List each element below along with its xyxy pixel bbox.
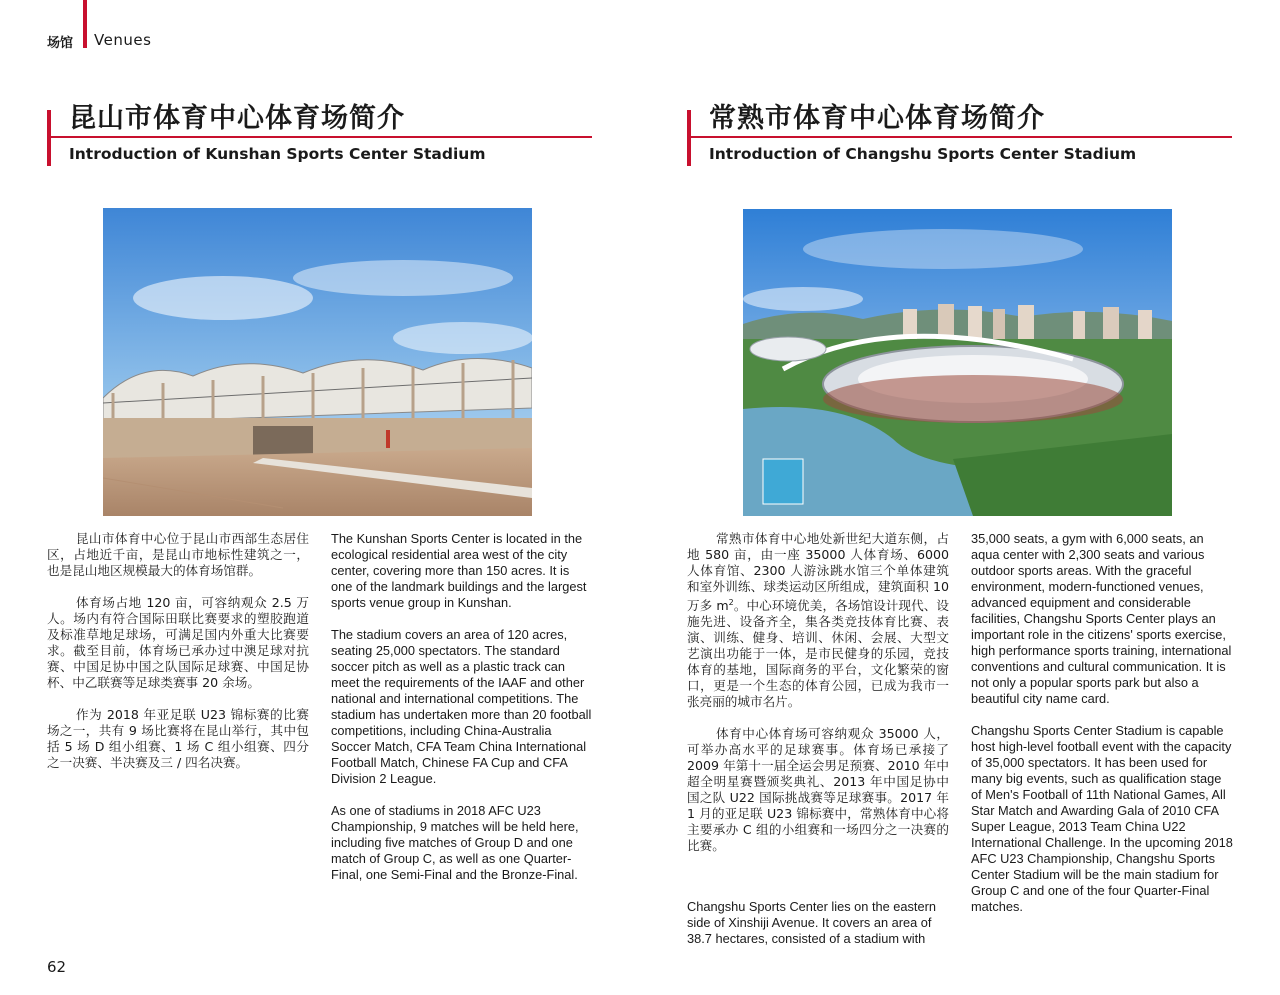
right-title-rule	[691, 136, 1232, 138]
kunshan-chinese-text	[47, 531, 309, 787]
header-accent-bar	[83, 0, 87, 48]
section-label-en: Venues	[94, 31, 152, 49]
changshu-chinese-text	[687, 531, 949, 870]
changshu-en-paragraph: 35,000 seats, a gym with 6,000 seats, an aqua center with 2,300 seats and various outdoor sports areas. With the graceful environment, modern-functioned venues, advanced equipment and considerable facilities, Changshu Sports Center plays an important role in the citizens' sports exercise, high performance sports training, international conventions and cultural communication. It is not only a popular sports park but also a beautiful city name card.	[971, 531, 1232, 706]
changshu-zh-paragraph-2: 体育中心体育场可容纳观众 35000 人，可举办高水平的足球赛事。体育场已承接了 2009 年第十一届全运会男足预赛、2010 年中超全明星赛暨颁奖典礼、2013 年中国足协中国之队 U22 国际挑战赛等足球赛事。2017 年 1 月的亚足联 U23 锦标赛中，常熟体育中心将主要承办 C 组的小组赛和一场四分之一决赛的比赛。	[687, 726, 949, 854]
changshu-stadium-photo	[743, 209, 1172, 516]
kunshan-zh-paragraph: 作为 2018 年亚足联 U23 锦标赛的比赛场之一，共有 9 场比赛将在昆山举行，其中包括 5 场 D 组小组赛、1 场 C 组小组赛、四分之一决赛、半决赛及三 / 四名决赛。	[47, 707, 309, 770]
kunshan-zh-paragraph: 体育场占地 120 亩，可容纳观众 2.5 万人。场内有符合国际田联比赛要求的塑胶跑道及标准草地足球场，可满足国内外重大比赛要求。截至目前，体育场已承办过中澳足球对抗赛、中国足协中国之队国际足球赛、中国足协杯、中乙联赛等足球类赛事 20 余场。	[47, 595, 309, 690]
superscript-2: 2	[728, 598, 734, 607]
kunshan-zh-paragraph: 昆山市体育中心位于昆山市西部生态居住区，占地近千亩，是昆山市地标性建筑之一，也是昆山地区规模最大的体育场馆群。	[47, 531, 309, 578]
page-number: 62	[47, 958, 67, 976]
kunshan-stadium-photo	[103, 208, 532, 516]
right-title-en: Introduction of Changshu Sports Center Stadium	[709, 145, 1137, 163]
left-title-cn: 昆山市体育中心体育场简介	[69, 103, 405, 134]
right-title-accent-bar	[687, 110, 691, 166]
changshu-zh-paragraph-1: 常熟市体育中心地处新世纪大道东侧，占地 580 亩，由一座 35000 人体育场、6000 人体育馆、2300 人游泳跳水馆三个单体建筑和室外训练、球类运动区所组成，建筑面积 10 万多 $m^2$。中心环境优美，各场馆设计现代、设施先进、设备齐全，集各类竞技体育比赛、表演、训练、健身、培训、休闲、会展、大型文艺演出功能于一体，是市民健身的乐园，竞技体育的基地，国际商务的平台，文化繁荣的窗口，更是一个生态的体育公园，已成为我市一张亮丽的城市名片。	[687, 531, 950, 710]
changshu-english-text-start: Changshu Sports Center lies on the eastern side of Xinshiji Avenue. It covers an area of 38.7 hectares, consisted of a stadium with	[687, 899, 936, 946]
section-label-cn: 场馆	[47, 36, 74, 51]
kunshan-en-paragraph: The stadium covers an area of 120 acres, seating 25,000 spectators. The standard soccer pitch as well as a plastic track can meet the requirements of the IAAF and other national and international competitions. The stadium has undertaken more than 20 football competitions, including China-Australia Soccer Match, CFA Team China International Football Match, Chinese FA Cup and CFA Division 2 League.	[331, 627, 592, 786]
right-title-cn: 常熟市体育中心体育场简介	[709, 103, 1045, 134]
kunshan-english-text	[331, 531, 593, 899]
kunshan-en-paragraph: The Kunshan Sports Center is located in the ecological residential area west of the city center, covering more than 150 acres. It is one of the landmark buildings and the largest sports venue group in Kunshan.	[331, 531, 587, 610]
left-title-rule	[51, 136, 592, 138]
left-title-en: Introduction of Kunshan Sports Center Stadium	[69, 145, 486, 163]
changshu-en-paragraph: Changshu Sports Center Stadium is capable host high-level football event with the capacity of 35,000 spectators. It has been used for many big events, such as qualification stage of Men's Football of 11th National Games, All Star Match and Awarding Gala of 2010 CFA Super League, 2013 Team China U22 International Challenge. In the upcoming 2018 AFC U23 Championship, Changshu Sports Center Stadium will be the main stadium for Group C and one of the four Quarter-Final matches.	[971, 723, 1233, 914]
left-title-accent-bar	[47, 110, 51, 166]
kunshan-en-paragraph: As one of stadiums in 2018 AFC U23 Championship, 9 matches will be held here, including five matches of Group D and one match of Group C, as well as one Quarter-Final, one Semi-Final and the Bronze-Final.	[331, 803, 579, 882]
changshu-english-text	[971, 531, 1233, 931]
